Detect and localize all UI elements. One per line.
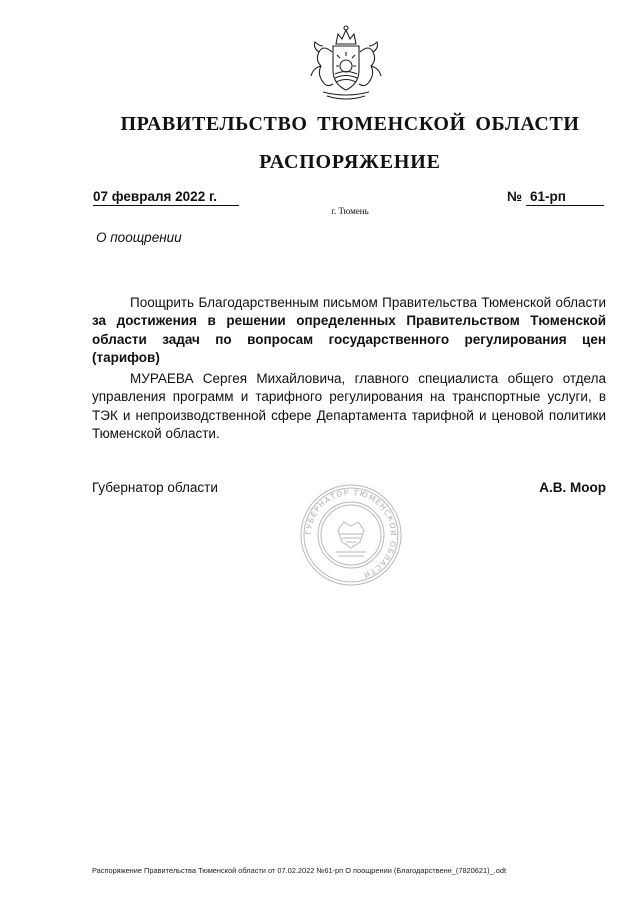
paragraph-1 xyxy=(92,294,606,367)
seal-text: ГУБЕРНАТОР ТЮМЕНСКОЙ ОБЛАСТИ xyxy=(303,487,399,581)
paragraph-1-text: Поощрить Благодарственным письмом Правительства Тюменской области xyxy=(130,295,606,310)
coat-of-arms-icon xyxy=(305,22,387,102)
signer-name: А.В. Моор xyxy=(539,480,606,495)
organization-title: ПРАВИТЕЛЬСТВО ТЮМЕНСКОЙ ОБЛАСТИ xyxy=(120,113,580,135)
paragraph-2: МУРАЕВА Сергея Михайловича, главного специалиста общего отдела управления программ и тарифного регулирования на транспортные услуги, в ТЭК и непроизводственной сфере Департамента тарифной и ценовой политики Тюменской области. xyxy=(92,371,606,442)
number-sign: № xyxy=(507,189,523,204)
document-number: 61-рп xyxy=(526,188,604,206)
document-footer: Распоряжение Правительства Тюменской области от 07.02.2022 №61-рп О поощрении (Благодарственн_(7820621)_.odt xyxy=(92,866,507,875)
official-seal-icon xyxy=(296,480,406,590)
document-date: 07 февраля 2022 г. xyxy=(93,188,239,206)
document-subject: О поощрении xyxy=(96,230,182,245)
document-type: РАСПОРЯЖЕНИЕ xyxy=(259,151,441,173)
signer-title: Губернатор области xyxy=(92,480,218,495)
city: г. Тюмень xyxy=(331,206,369,216)
paragraph-1-bold: за достижения в решении определенных Правительством Тюменской области задач по вопросам государственного регулирования цен (тарифов) xyxy=(92,313,606,365)
document-body xyxy=(92,294,606,443)
